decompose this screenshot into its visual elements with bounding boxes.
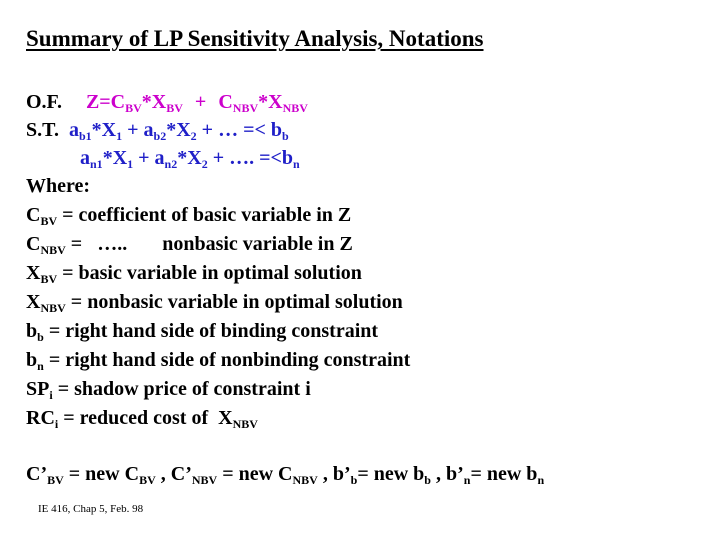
where-label: Where: — [26, 175, 91, 197]
definition-item: $C_{BV}$ = coefficient of basic variable in Z — [26, 204, 352, 228]
definition-item: $b_n$ = right hand side of nonbinding constraint — [26, 349, 411, 373]
slide-title: Summary of LP Sensitivity Analysis, Notations — [26, 26, 484, 51]
definition-item: $SP_i$ = shadow price of constraint i — [26, 378, 311, 402]
definition-item: $X_{NBV}$ = nonbasic variable in optimal solution — [26, 291, 403, 315]
definition-item: $X_{BV}$ = basic variable in optimal solution — [26, 262, 362, 286]
constraint-line-1 — [26, 118, 289, 142]
definition-item: $b_b$ = right hand side of binding constraint — [26, 320, 379, 344]
definition-item: $RC_i$ = reduced cost of $X_{NBV}$ — [26, 407, 258, 431]
binding-constraint-expression: $a_{b1}*X_1 + a_{b2}*X_2$ + … =< $b_b$ — [68, 119, 289, 143]
st-label: S.T. — [26, 119, 59, 141]
of-label: O.F. — [26, 91, 62, 113]
new-values-line: $C’_{BV}$ = new $C_{BV}$ , $C’_{NBV}$ = new $C_{NBV}$ , $b’_b=$ new $b_b$ , $b’_n=$ new $b_n$ — [26, 463, 545, 487]
objective-function-expression: $Z=C_{BV}*X_{BV} + C_{NBV}*X_{NBV}$ — [85, 91, 308, 115]
nonbinding-constraint-expression: $a_{n1}*X_1 + a_{n2}*X_2$ + …. $=<b_n$ — [80, 147, 300, 171]
constraint-line-2 — [80, 146, 300, 170]
objective-function-line — [26, 90, 308, 114]
definition-item: $C_{NBV}$ = ….. nonbasic variable in Z — [26, 233, 353, 257]
slide-footer: IE 416, Chap 5, Feb. 98 — [38, 503, 144, 515]
